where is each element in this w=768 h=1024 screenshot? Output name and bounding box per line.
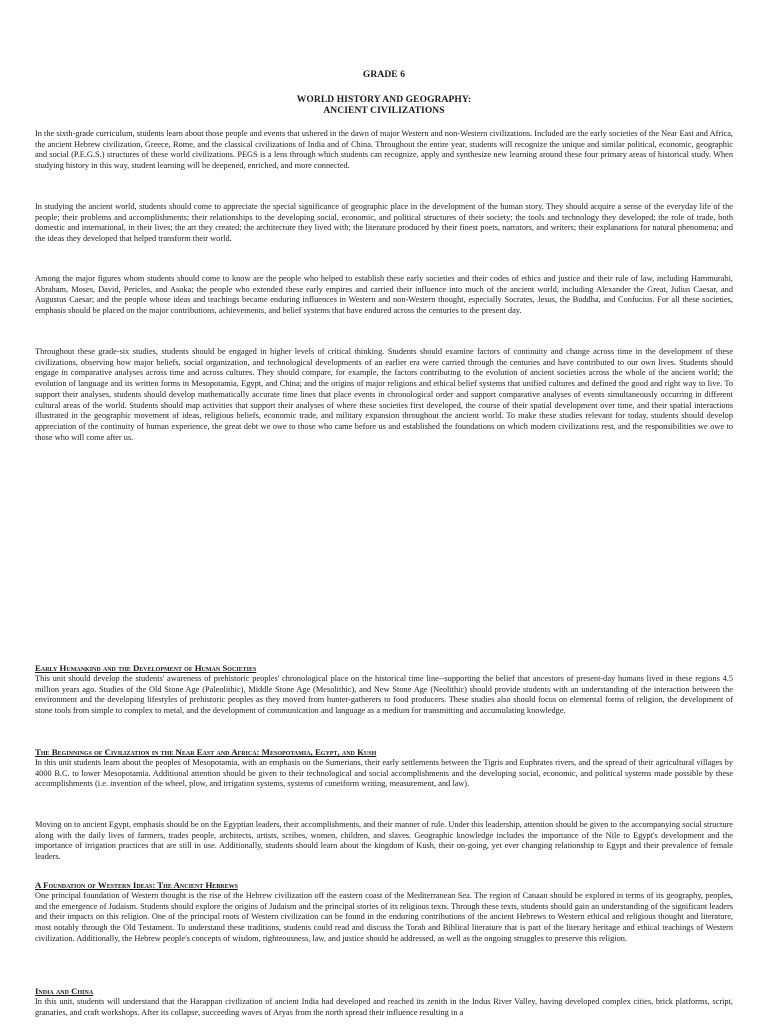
- intro-paragraph: Among the major figures whom students should come to know are the people who helped to establish these early societies and their codes of ethics and justice and their rule of law, including Hammurabi, Abraham, Moses, David, Pericles, and Asoka; the people who extended these early empires and carried their influence into much of the ancient world, including Alexander the Great, Julius Caesar, and Augustus Caesar; and the people whose ideas and teachings became enduring influences in Western and non-Western thought, especially Socrates, Jesus, the Buddha, and Confucius. For all these societies, emphasis should be placed on the major contributions, achievements, and belief systems that have endured across the centuries to the present day.: [35, 274, 733, 316]
- section-paragraph: Moving on to ancient Egypt, emphasis should be on the Egyptian leaders, their accomplishments, and their manner of rule. Under this leadership, attention should be given to the accompanying social structure along with the daily lives of farmers, trades people, architects, artists, scribes, women, children, and slaves. Geographic knowledge includes the importance of the Nile to Egypt's development and the importance of irrigation practices that are still in use. Additionally, students should learn about the kingdom of Kush, their on-going, yet ever changing relationship to Egypt and their prevalence of female leaders.: [35, 820, 733, 862]
- section-title: The Beginnings of Civilization in the Near East and Africa: Mesopotamia, Egypt, and Kush: [35, 747, 377, 757]
- section-title: India and China: [35, 986, 94, 996]
- intro-paragraph: In the sixth-grade curriculum, students learn about those people and events that ushered in the dawn of major Western and non-Western civilizations. Included are the early societies of the Near East and Africa, the ancient Hebrew civilization, Greece, Rome, and the classical civilizations of India and of China. Throughout the entire year, students will recognize the unique and similar political, economic, geographic and social (P.E.G.S.) structures of these world civilizations. PEGS is a lens through which students can recognize, apply and synthesize new learning around these four primary areas of historical study. When studying history in this way, student learning will be deepened, enriched, and more connected.: [35, 129, 733, 171]
- section-paragraph: In this unit students learn about the peoples of Mesopotamia, with an emphasis on the Sumerians, their early settlements between the Tigris and Euphrates rivers, and the spread of their agricultural villages by 4000 B.C. to lower Mesopotamia. Additional attention should be given to their technological and social accomplishments and the developing social, economic, and political systems made possible by these accomplishments (i.e. invention of the wheel, plow, and irrigation systems, systems of cuneiform writing, measurement, and law).: [35, 758, 733, 789]
- section-paragraph: One principal foundation of Western thought is the rise of the Hebrew civilization off the eastern coast of the Mediterranean Sea. The region of Canaan should be explored in terms of its geography, peoples, and the emergence of Judaism. Students should explore the origins of Judaism and the principal stories of its religious texts. Through these texts, students should gain an understanding of the significant leaders and their impacts on this religion. One of the principal roots of Western civilization can be found in the enduring contributions of the ancient Hebrews to Western ethical and religious thought and literature, most notably through the Old Testament. To understand these traditions, students could read and discuss the Torah and Biblical literature that is part of the literary heritage and ethical teachings of Western civilization. Additionally, the Hebrew people's concepts of wisdom, righteousness, law, and justice should be addressed, as well as the ongoing struggles to preserve this religion.: [35, 891, 733, 943]
- section-paragraph: In this unit, students will understand that the Harappan civilization of ancient India had developed and reached its zenith in the Indus River Valley, having developed complex cities, brick platforms, script, granaries, and craft workshops. After its collapse, succeeding waves of Aryas from the north spread their influence resulting in a: [35, 997, 733, 1017]
- document-title-line1: WORLD HISTORY AND GEOGRAPHY:: [296, 95, 472, 105]
- intro-paragraph: Throughout these grade-six studies, students should be engaged in higher levels of critical thinking. Students should examine factors of continuity and change across time in the development of these civilizations, observing how major beliefs, social organization, and technological developments of an earlier era were carried through the centuries and have contributed to our own lives. Students should engage in comparative analyses across time and across cultures. They should compare, for example, the factors contributing to the evolution of ancient societies across the whole of the ancient world; the evolution of language and its written forms in Mesopotamia, Egypt, and China; and the origins of major religions and ethical belief systems that unified cultures and defined the good and right way to live. To support their analyses, students should develop mathematically accurate time lines that place events in chronological order and support comparative analyses of events simultaneously occurring in different cultural areas of the world. Students should map activities that support their analyses of where these societies first developed, the course of their spatial development over time, and their spatial interactions illustrated in the geographic movement of ideas, religious beliefs, economic trade, and military expansion throughout the ancient world. To make these studies relevant for today, students should develop appreciation of the continuity of human experience, the great debt we owe to those who came before us and established the foundations on which modern civilizations rest, and the responsibilities we owe to those who will come after us.: [35, 347, 733, 442]
- document-title-line2: ANCIENT CIVILIZATIONS: [323, 106, 445, 116]
- grade-heading: GRADE 6: [362, 70, 406, 80]
- section-title: Early Humankind and the Development of Human Societies: [35, 663, 257, 673]
- intro-paragraph: In studying the ancient world, students should come to appreciate the special significance of geographic place in the development of the human story. They should acquire a sense of the everyday life of the people; their problems and accomplishments; their relationships to the developing social, economic, and political structures of their society; the tools and technology they developed; the role of trade, both domestic and international, in their lives; the art they created; the architecture they lived with; the literature produced by their finest poets, narrators, and writers; their explanations for natural phenomena; and the ideas they developed that helped transform their world.: [35, 202, 733, 244]
- section-paragraph: This unit should develop the students' awareness of prehistoric peoples' chronological place on the historical time line--supporting the belief that ancestors of present-day humans lived in these regions 4.5 million years ago. Studies of the Old Stone Age (Paleolithic), Middle Stone Age (Mesolithic), and New Stone Age (Neolithic) should provide students with an understanding of the interaction between the environment and the developing lifestyles of prehistoric peoples as they moved from hunter-gatherers to food producers. These studies also should focus on elemental forms of religion, the development of stone tools from simple to complex to metal, and the development of communication and language as a medium for transmitting and accumulating knowledge.: [35, 674, 733, 716]
- section-title: A Foundation of Western Ideas: The Ancient Hebrews: [35, 880, 238, 890]
